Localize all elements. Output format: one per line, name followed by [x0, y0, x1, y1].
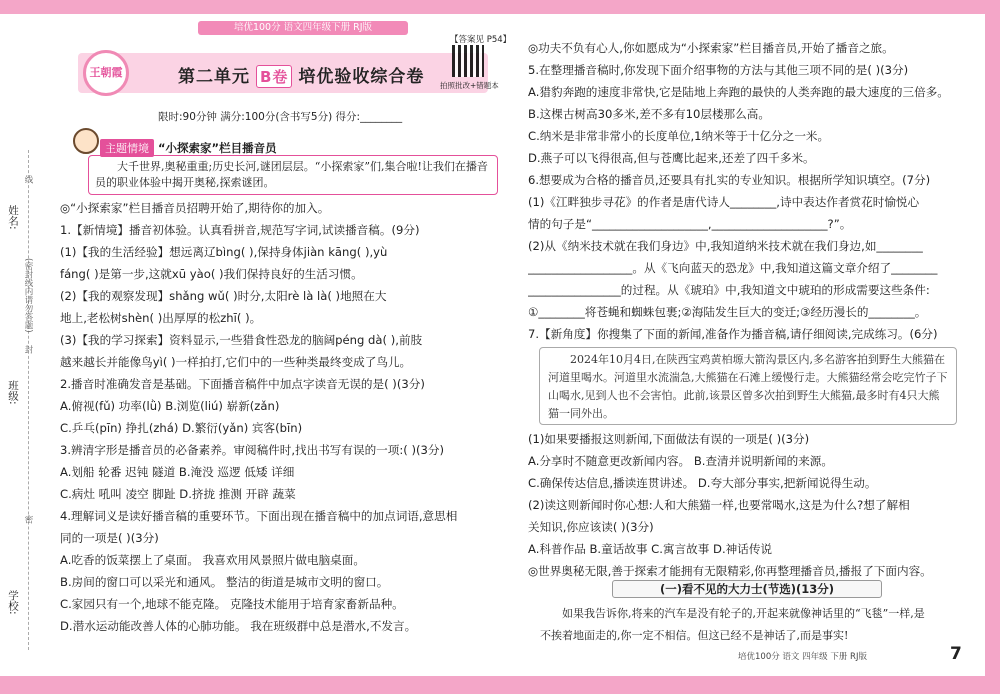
- theme-tag: 主题情境: [100, 139, 154, 157]
- right-column-lower: [528, 428, 968, 582]
- text-line: ◎世界奥秘无限,善于探索才能拥有无限精彩,你再整理播音员,播报了下面内容。: [528, 564, 932, 578]
- passage: [540, 603, 980, 647]
- text-line: D.燕子可以飞得很高,但与苍鹰比起来,还差了四千多米。: [528, 151, 815, 165]
- answer-ref: 【答案见 P54】: [450, 35, 512, 45]
- side-mark-2: 封: [23, 345, 33, 354]
- news-box: 2024年10月4日,在陕西宝鸡黄柏塬大箭沟景区内,多名游客拍到野生大熊猫在河道里喝水。河道里水流湍急,大熊猫在石滩上缓慢行走。大熊猫经常会吃完竹子下山喝水,见到人也不会害怕。此前,该景区曾多次拍到野生大熊猫,最多时有4只大熊猫一同外出。: [539, 347, 957, 425]
- header-tab: 培优100分 语文四年级下册 RJ版: [198, 21, 408, 35]
- text-line: ◎“小探索家”栏目播音员招聘开始了,期待你的加入。: [60, 201, 330, 215]
- text-line: (1)【我的生活经验】想远离辽bìng( ),保持身体jiàn kāng( ),yù: [60, 245, 388, 259]
- text-line: (3)【我的学习探索】资料显示,一些猎食性恐龙的脑阔péng dà( ),前肢: [60, 333, 423, 347]
- text-line: __________________。从《飞向蓝天的恐龙》中,我知道这篇文章介绍了________: [528, 261, 938, 275]
- text-line: (2)【我的观察发现】shǎng wǔ( )时分,太阳rè là là( )地照在大: [60, 289, 387, 303]
- unit-label: 第二单元: [178, 67, 250, 87]
- footer: 培优100分 语文 四年级 下册 RJ版: [738, 652, 867, 662]
- avatar: [73, 128, 99, 154]
- text-line: ________________的过程。从《琥珀》中,我知道文中琥珀的形成需要这些条件:: [528, 283, 930, 297]
- text-line: A.吃香的饭菜摆上了桌面。 我喜欢用风景照片做电脑桌面。: [60, 553, 365, 567]
- bottom-border: [0, 676, 1000, 694]
- text-line: (2)读这则新闻时你心想:人和大熊猫一样,也要常喝水,这是为什么?想了解相: [528, 498, 910, 512]
- text-line: (1)如果要播报这则新闻,下面做法有误的一项是( )(3分): [528, 432, 810, 446]
- text-line: B.这棵古树高30多米,差不多有10层楼那么高。: [528, 107, 770, 121]
- text-line: 3.辨清字形是播音员的必备素养。审阅稿件时,找出书写有误的一项:( )(3分): [60, 443, 445, 457]
- text-line: ◎功夫不负有心人,你如愿成为“小探索家”栏目播音员,开始了播音之旅。: [528, 41, 894, 55]
- left-column: [60, 197, 500, 637]
- side-class: 班级:: [7, 380, 19, 405]
- text-line: C.家园只有一个,地球不能克隆。 克隆技术能用于培育家畜新品种。: [60, 597, 404, 611]
- text-line: D.潜水运动能改善人体的心肺功能。 我在班级群中总是潜水,不发言。: [60, 619, 417, 633]
- text-line: C.确保传达信息,播读连贯讲述。 D.夸大部分事实,把新闻说得生动。: [528, 476, 877, 490]
- side-mark-1: 线: [23, 175, 33, 184]
- text-line: C.纳米是非常非常小的长度单位,1纳米等于十亿分之一米。: [528, 129, 830, 143]
- text-line: 2.播音时准确发音是基础。下面播音稿件中加点字读音无误的是( )(3分): [60, 377, 425, 391]
- top-border: [0, 0, 1000, 14]
- text-line: (1)《江畔独步寻花》的作者是唐代诗人________,诗中表达作者赏花时愉悦心: [528, 195, 920, 209]
- side-school: 学校:: [7, 590, 19, 615]
- theme-name: “小探索家”栏目播音员: [158, 141, 277, 155]
- page-title: [178, 62, 424, 88]
- text-line: 5.在整理播音稿时,你发现下面介绍事物的方法与其他三项不同的是( )(3分): [528, 63, 909, 77]
- exam-info: 限时:90分钟 满分:100分(含书写5分) 得分:________: [158, 111, 403, 123]
- text-line: A.分享时不随意更改新闻内容。 B.查清并说明新闻的来源。: [528, 454, 833, 468]
- text-line: A.俯视(fǔ) 功率(lǜ) B.浏览(liú) 崭新(zǎn): [60, 399, 280, 413]
- text-line: ①________将苍蝇和蜘蛛包裹;②海陆发生巨大的变迁;③经历漫长的________。: [528, 305, 927, 319]
- text-line: B.房间的窗口可以采光和通风。 整洁的街道是城市文明的窗口。: [60, 575, 389, 589]
- text-line: C.病灶 吼叫 凌空 脚趾 D.挤拢 推测 开辟 蔬菜: [60, 487, 296, 501]
- text-line: fáng( )是第一步,这就xū yào( )我们保持良好的生活习惯。: [60, 267, 363, 281]
- text-line: 4.理解词义是读好播音稿的重要环节。下面出现在播音稿中的加点词语,意思相: [60, 509, 458, 523]
- text-line: 7.【新角度】你搜集了下面的新闻,准备作为播音稿,请仔细阅读,完成练习。(6分): [528, 327, 938, 341]
- brand-logo: 王朝霞: [83, 50, 129, 96]
- text-line: A.猎豹奔跑的速度非常快,它是陆地上奔跑的最快的人类奔跑的最大速度的三倍多。: [528, 85, 949, 99]
- side-mark-3: 密: [23, 515, 33, 524]
- page-number: 7: [950, 644, 962, 664]
- text-line: 地上,老松树shèn( )出厚厚的松zhī( )。: [60, 311, 262, 325]
- side-name: 姓名:: [7, 205, 19, 230]
- text-line: 同的一项是( )(3分): [60, 531, 159, 545]
- title-band: [78, 53, 488, 93]
- volume-badge: B卷: [256, 65, 292, 88]
- text-line: 情的句子是“____________________,____________________?”。: [528, 217, 852, 231]
- right-border: [985, 0, 1000, 694]
- text-line: 越来越长并能像鸟yì( )一样拍打,它们中的一些种类最终变成了鸟儿。: [60, 355, 412, 369]
- text-line: 如果我告诉你,将来的汽车是没有轮子的,开起来就像神话里的“飞毯”一样,是: [562, 607, 925, 620]
- intro-box: 大千世界,奥秘重重;历史长河,谜团层层。“小探索家”们,集合啦!让我们在播音员的职业体验中揭开奥秘,探索谜团。: [88, 155, 498, 195]
- text-line: C.乒乓(pīn) 挣扎(zhá) D.繁衍(yǎn) 宾客(bīn): [60, 421, 303, 435]
- qr-caption: 拍照批改+错题本: [440, 81, 499, 90]
- text-line: 不挨着地面走的,你一定不相信。但这已经不是神话了,而是事实!: [540, 629, 849, 642]
- text-line: A.划船 轮番 迟钝 隧道 B.淹没 巡逻 低矮 详细: [60, 465, 295, 479]
- section-title: (一)看不见的大力士(节选)(13分): [612, 580, 882, 598]
- binding-line: [28, 150, 29, 650]
- text-line: A.科普作品 B.童话故事 C.寓言故事 D.神话传说: [528, 542, 773, 556]
- text-line: 1.【新情境】播音初体验。认真看拼音,规范写字词,试读播音稿。(9分): [60, 223, 420, 237]
- side-seal: (密封线内请勿答题): [23, 258, 33, 333]
- title-text: 培优验收综合卷: [298, 67, 425, 87]
- text-line: 6.想要成为合格的播音员,还要具有扎实的专业知识。根据所学知识填空。(7分): [528, 173, 931, 187]
- text-line: (2)从《纳米技术就在我们身边》中,我知道纳米技术就在我们身边,如________: [528, 239, 923, 253]
- theme-heading: [100, 139, 300, 156]
- right-column: [528, 37, 968, 345]
- qr-code[interactable]: [452, 45, 484, 77]
- text-line: 关知识,你应该读( )(3分): [528, 520, 654, 534]
